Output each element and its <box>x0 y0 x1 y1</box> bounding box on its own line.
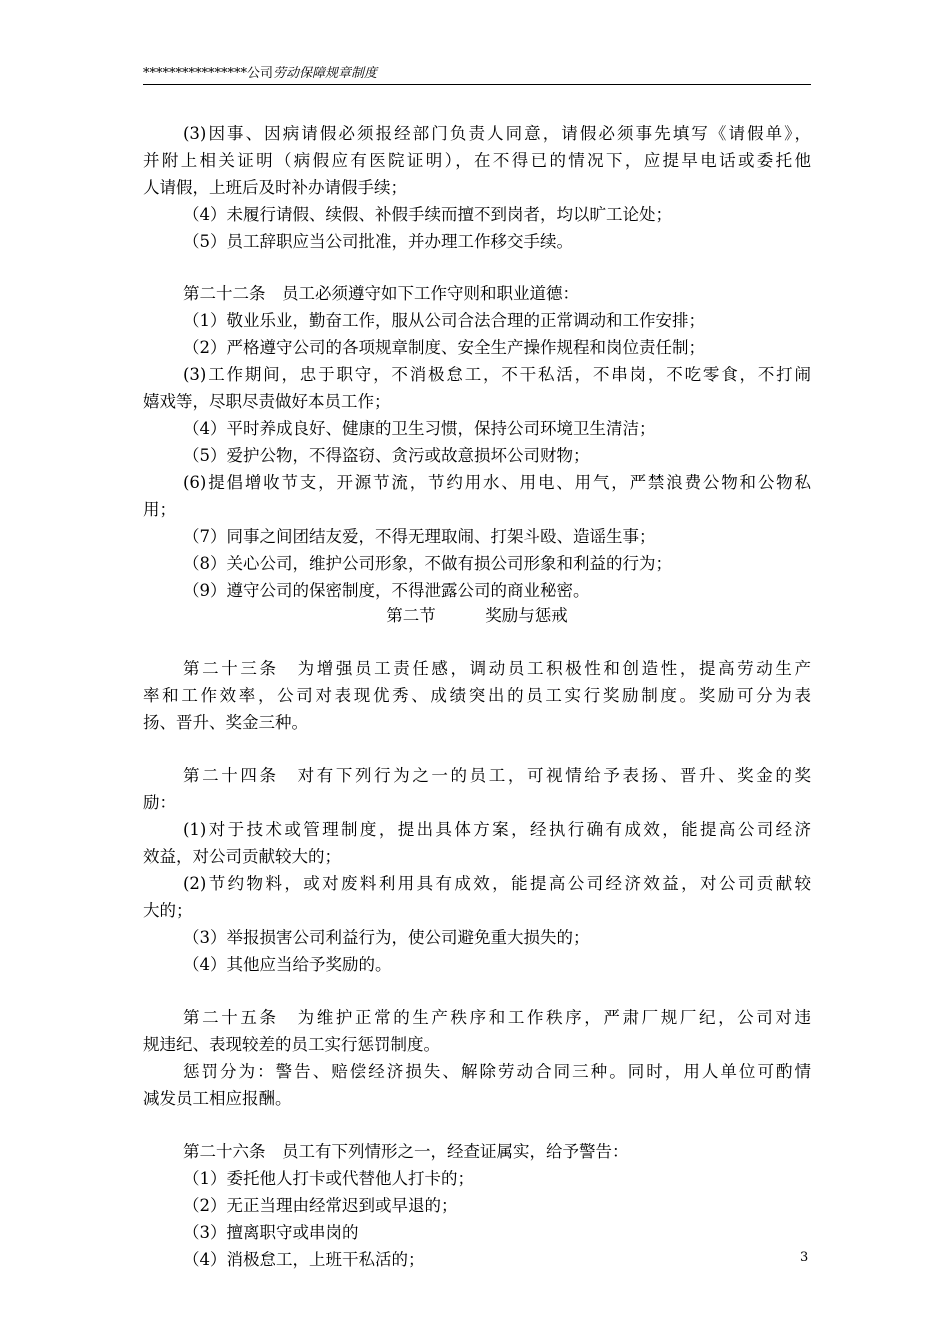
text-line: （5）员工辞职应当公司批准，并办理工作移交手续。 <box>183 232 573 251</box>
text-line: （4）未履行请假、续假、补假手续而擅不到岗者，均以旷工论处； <box>183 205 672 224</box>
header-divider <box>143 84 811 85</box>
text-line: 嬉戏等，尽职尽责做好本员工作； <box>143 392 391 411</box>
section-heading: 第二节 奖励与惩戒 <box>386 606 568 625</box>
text-line: 第二十四条 对有下列行为之一的员工，可视情给予表扬、晋升、奖金的奖 <box>183 766 811 785</box>
text-line: 惩罚分为：警告、赔偿经济损失、解除劳动合同三种。同时，用人单位可酌情 <box>183 1062 811 1081</box>
text-line: 人请假，上班后及时补办请假手续； <box>143 178 407 197</box>
text-line: （8）关心公司，维护公司形象，不做有损公司形象和利益的行为； <box>183 554 672 573</box>
text-line: 励： <box>143 793 176 812</box>
text-line: 第二十六条 员工有下列情形之一，经查证属实，给予警告： <box>183 1142 629 1161</box>
text-line: （1）敬业乐业，勤奋工作，服从公司合法合理的正常调动和工作安排； <box>183 311 705 330</box>
text-line: （5）爱护公物，不得盗窃、贪污或故意损坏公司财物； <box>183 446 590 465</box>
text-line: （4）消极怠工，上班干私活的； <box>183 1250 425 1269</box>
text-line: （9）遵守公司的保密制度，不得泄露公司的商业秘密。 <box>183 581 590 600</box>
text-line: 并附上相关证明（病假应有医院证明），在不得已的情况下，应提早电话或委托他 <box>143 151 811 170</box>
header-title: 劳动保障规章制度 <box>273 66 378 81</box>
text-line: （1）委托他人打卡或代替他人打卡的； <box>183 1169 474 1188</box>
text-line: 第二十五条 为维护正常的生产秩序和工作秩序，严肃厂规厂纪，公司对违 <box>183 1008 811 1027</box>
text-line: 减发员工相应报酬。 <box>143 1089 292 1108</box>
text-line: （4）其他应当给予奖励的。 <box>183 955 392 974</box>
text-line: （7）同事之间团结友爱，不得无理取闹、打架斗殴、造谣生事； <box>183 527 656 546</box>
text-line: 扬、晋升、奖金三种。 <box>143 713 308 732</box>
page-number: 3 <box>800 1250 809 1265</box>
page-header <box>143 66 377 82</box>
text-line: 大的； <box>143 901 193 920</box>
text-line: 第二十三条 为增强员工责任感，调动员工积极性和创造性，提高劳动生产 <box>183 659 811 678</box>
text-line: （2）严格遵守公司的各项规章制度、安全生产操作规程和岗位责任制； <box>183 338 705 357</box>
text-line: 用； <box>143 500 176 519</box>
text-line: (2)节约物料，或对废料利用具有成效，能提高公司经济效益，对公司贡献较 <box>183 874 811 893</box>
text-line: （4）平时养成良好、健康的卫生习惯，保持公司环境卫生清洁； <box>183 419 656 438</box>
text-line: （3）举报损害公司利益行为，使公司避免重大损失的； <box>183 928 590 947</box>
text-line: 第二十二条 员工必须遵守如下工作守则和职业道德： <box>183 284 579 303</box>
text-line: （3）擅离职守或串岗的 <box>183 1223 359 1242</box>
text-line: (1)对于技术或管理制度，提出具体方案，经执行确有成效，能提高公司经济 <box>183 820 811 839</box>
text-line: （2）无正当理由经常迟到或早退的； <box>183 1196 458 1215</box>
header-prefix: ****************公司 <box>143 66 274 81</box>
text-line: (3)因事、因病请假必须报经部门负责人同意，请假必须事先填写《请假单》， <box>183 124 811 143</box>
text-line: 效益，对公司贡献较大的； <box>143 847 341 866</box>
text-line: 规违纪、表现较差的员工实行惩罚制度。 <box>143 1035 440 1054</box>
text-line: (3)工作期间，忠于职守，不消极怠工，不干私活，不串岗，不吃零食，不打闹 <box>183 365 811 384</box>
text-line: 率和工作效率，公司对表现优秀、成绩突出的员工实行奖励制度。奖励可分为表 <box>143 686 811 705</box>
text-line: (6)提倡增收节支，开源节流，节约用水、用电、用气，严禁浪费公物和公物私 <box>183 473 811 492</box>
